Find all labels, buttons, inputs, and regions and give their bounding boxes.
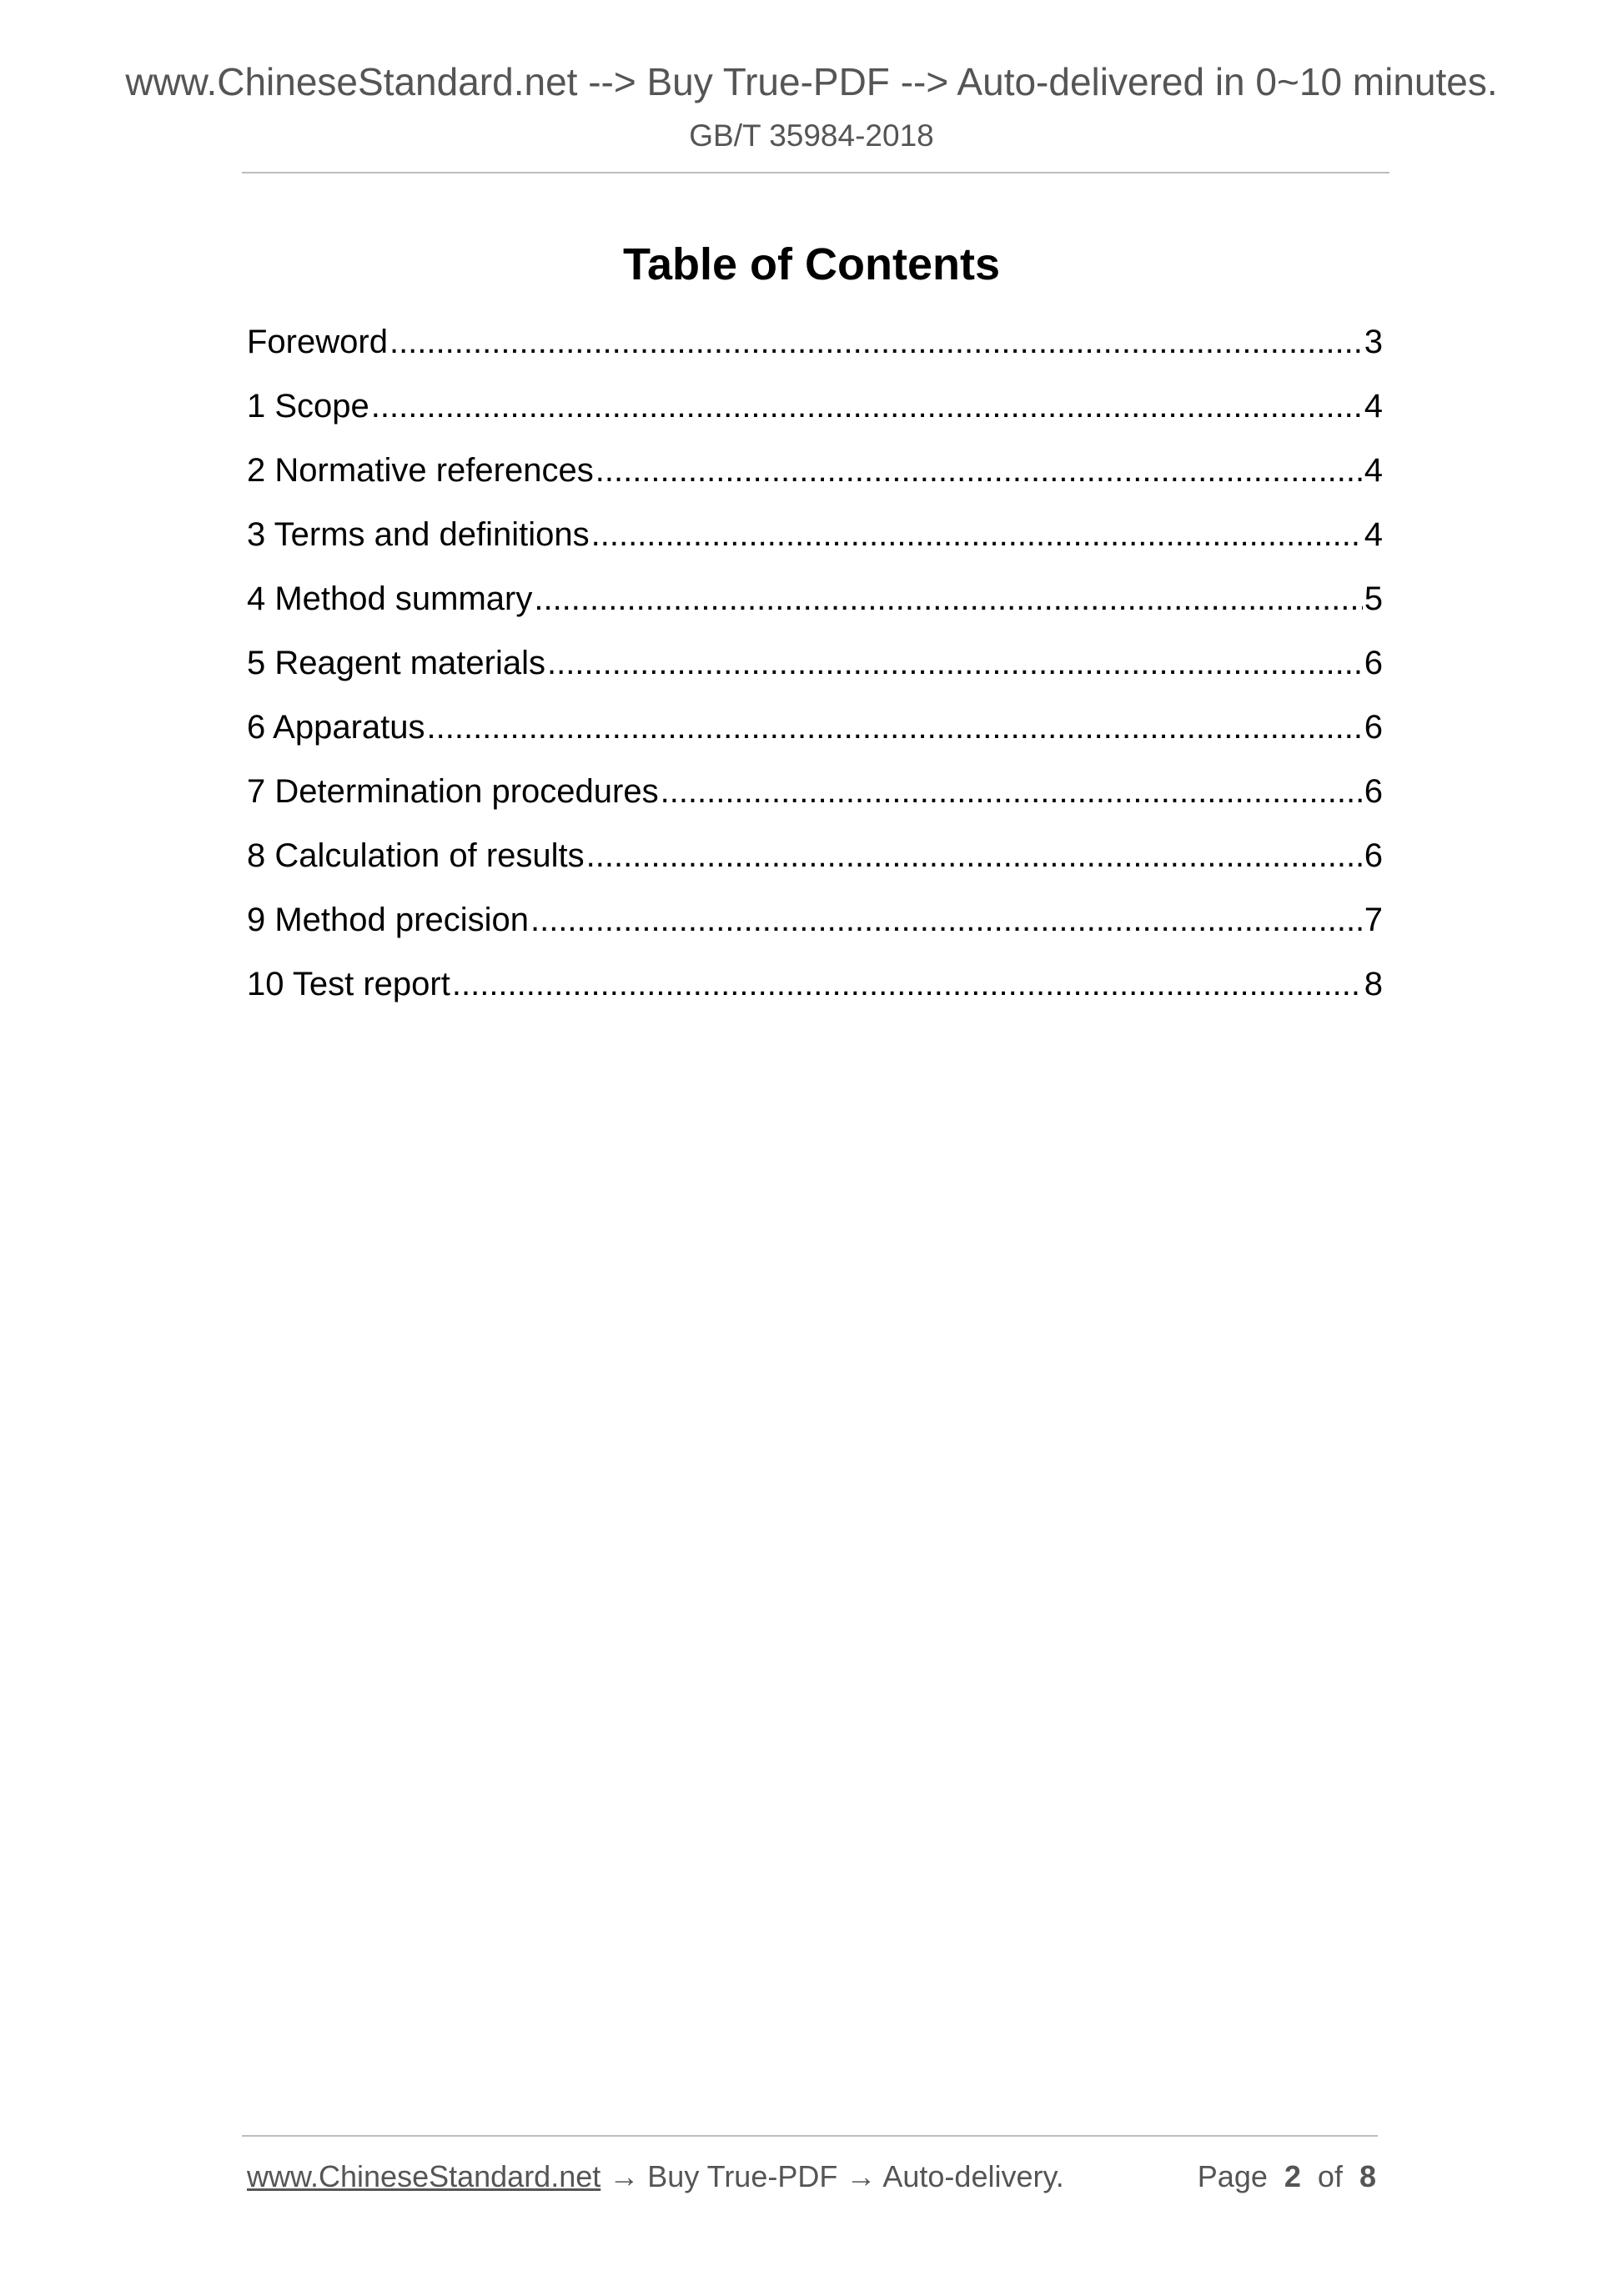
toc-dot-leader — [591, 511, 1363, 558]
toc-entry-test-report[interactable] — [247, 961, 1383, 1025]
footer-buy-text: Buy True-PDF — [647, 2159, 838, 2193]
total-page-count: 8 — [1359, 2159, 1376, 2193]
toc-title: Table of Contents — [623, 239, 1000, 289]
toc-entry-page: 4 — [1364, 516, 1383, 553]
toc-entry-label: 4 Method summary — [247, 580, 533, 617]
toc-entry-terms-and-definitions[interactable] — [247, 511, 1383, 575]
footer-divider — [242, 2135, 1378, 2137]
of-word: of — [1317, 2159, 1343, 2193]
toc-dot-leader — [371, 383, 1363, 430]
toc-dot-leader — [452, 961, 1363, 1007]
toc-entry-label: 1 Scope — [247, 388, 369, 425]
footer-site-link[interactable]: www.ChineseStandard.net — [247, 2159, 601, 2193]
page-banner: www.ChineseStandard.net --> Buy True-PDF --> Auto-delivered in 0~10 minutes. — [125, 60, 1498, 103]
toc-entry-method-precision[interactable] — [247, 897, 1383, 961]
toc-entry-label: 8 Calculation of results — [247, 837, 585, 874]
page-footer — [247, 2156, 1376, 2198]
toc-entry-label: 6 Apparatus — [247, 709, 425, 746]
toc-list — [247, 319, 1383, 1025]
toc-entry-page: 4 — [1364, 388, 1383, 425]
toc-dot-leader — [586, 832, 1363, 879]
toc-entry-page: 6 — [1364, 837, 1383, 874]
toc-entry-label: 2 Normative references — [247, 452, 594, 489]
toc-entry-page: 6 — [1364, 645, 1383, 681]
toc-entry-calculation-of-results[interactable] — [247, 832, 1383, 897]
toc-dot-leader — [661, 768, 1363, 815]
toc-dot-leader — [534, 575, 1362, 622]
toc-entry-label: 5 Reagent materials — [247, 645, 545, 681]
toc-entry-page: 3 — [1364, 324, 1383, 360]
toc-entry-page: 6 — [1364, 709, 1383, 746]
arrow-right-icon: → — [609, 2159, 640, 2193]
toc-dot-leader — [547, 640, 1363, 686]
toc-entry-apparatus[interactable] — [247, 704, 1383, 768]
toc-entry-label: Foreword — [247, 324, 388, 360]
toc-entry-label: 9 Method precision — [247, 902, 529, 938]
toc-entry-page: 6 — [1364, 773, 1383, 810]
toc-entry-page: 4 — [1364, 452, 1383, 489]
document-code: GB/T 35984-2018 — [689, 118, 934, 153]
toc-entry-reagent-materials[interactable] — [247, 640, 1383, 704]
toc-entry-page: 5 — [1364, 580, 1383, 617]
page-word: Page — [1197, 2159, 1268, 2193]
footer-delivery-text: Auto-delivery. — [882, 2159, 1064, 2193]
toc-entry-scope[interactable] — [247, 383, 1383, 447]
toc-entry-normative-references[interactable] — [247, 447, 1383, 511]
arrow-right-icon: → — [846, 2159, 877, 2193]
toc-entry-determination-procedures[interactable] — [247, 768, 1383, 832]
toc-entry-method-summary[interactable] — [247, 575, 1383, 640]
toc-entry-page: 8 — [1364, 966, 1383, 1002]
toc-entry-label: 7 Determination procedures — [247, 773, 659, 810]
footer-promo — [247, 2156, 1064, 2198]
toc-entry-page: 7 — [1364, 902, 1383, 938]
toc-dot-leader — [595, 447, 1363, 494]
toc-entry-foreword[interactable] — [247, 319, 1383, 383]
toc-entry-label: 10 Test report — [247, 966, 450, 1002]
header-divider — [242, 172, 1389, 173]
toc-entry-label: 3 Terms and definitions — [247, 516, 590, 553]
current-page-number: 2 — [1284, 2159, 1301, 2193]
toc-dot-leader — [427, 704, 1363, 751]
toc-dot-leader — [389, 319, 1363, 365]
page-indicator — [1198, 2156, 1376, 2198]
toc-dot-leader — [530, 897, 1363, 943]
